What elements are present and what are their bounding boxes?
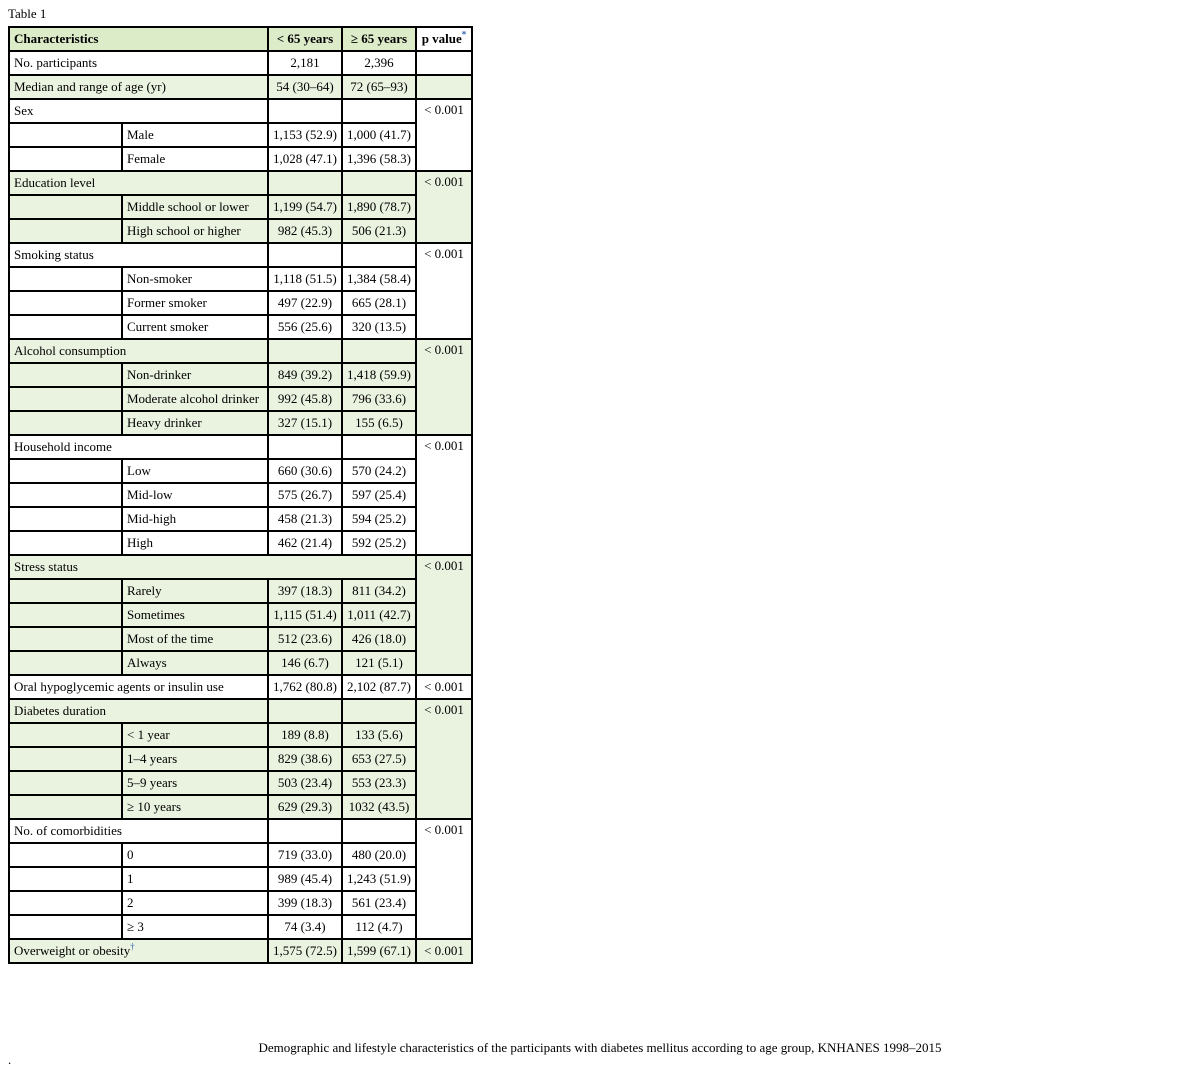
value-over-65: 2,396 <box>342 51 416 75</box>
table-row <box>9 147 472 171</box>
indent-cell <box>9 267 122 291</box>
p-value-cell: < 0.001 <box>416 171 472 243</box>
value-under-65 <box>268 699 342 723</box>
value-over-65: 2,102 (87.7) <box>342 675 416 699</box>
value-under-65 <box>268 819 342 843</box>
value-over-65: 506 (21.3) <box>342 219 416 243</box>
table-row <box>9 795 472 819</box>
indent-cell <box>9 747 122 771</box>
value-over-65: 1,599 (67.1) <box>342 939 416 963</box>
header-p-value: p value* <box>416 27 472 51</box>
value-under-65: 575 (26.7) <box>268 483 342 507</box>
row-label: 2 <box>122 891 268 915</box>
p-value-cell: < 0.001 <box>416 339 472 435</box>
table-caption: Demographic and lifestyle characteristics of the participants with diabetes mellitus according to age group, KNHANES 1998–2015 <box>258 1040 942 1055</box>
row-label: Mid-low <box>122 483 268 507</box>
value-under-65: 74 (3.4) <box>268 915 342 939</box>
row-label: High school or higher <box>122 219 268 243</box>
value-under-65: 399 (18.3) <box>268 891 342 915</box>
indent-cell <box>9 795 122 819</box>
table-row <box>9 291 472 315</box>
value-under-65: 189 (8.8) <box>268 723 342 747</box>
group-label: Stress status <box>9 555 416 579</box>
table-row <box>9 387 472 411</box>
value-over-65: 1,396 (58.3) <box>342 147 416 171</box>
table-row <box>9 411 472 435</box>
value-under-65: 829 (38.6) <box>268 747 342 771</box>
indent-cell <box>9 891 122 915</box>
value-under-65: 497 (22.9) <box>268 291 342 315</box>
value-over-65: 553 (23.3) <box>342 771 416 795</box>
value-over-65: 1,243 (51.9) <box>342 867 416 891</box>
value-under-65: 1,575 (72.5) <box>268 939 342 963</box>
row-label: 0 <box>122 843 268 867</box>
row-label: Moderate alcohol drinker <box>122 387 268 411</box>
value-over-65: 480 (20.0) <box>342 843 416 867</box>
row-label: Non-drinker <box>122 363 268 387</box>
table-row <box>9 675 472 699</box>
value-over-65 <box>342 699 416 723</box>
group-label: No. of comorbidities <box>9 819 268 843</box>
value-over-65 <box>342 99 416 123</box>
value-under-65 <box>268 339 342 363</box>
p-value-cell: < 0.001 <box>416 99 472 171</box>
table-row <box>9 435 472 459</box>
row-label: 5–9 years <box>122 771 268 795</box>
row-label: ≥ 10 years <box>122 795 268 819</box>
indent-cell <box>9 195 122 219</box>
value-under-65: 397 (18.3) <box>268 579 342 603</box>
value-over-65: 796 (33.6) <box>342 387 416 411</box>
p-value-cell: < 0.001 <box>416 699 472 819</box>
value-under-65: 2,181 <box>268 51 342 75</box>
value-under-65: 1,153 (52.9) <box>268 123 342 147</box>
row-label: ≥ 3 <box>122 915 268 939</box>
table-row <box>9 51 472 75</box>
indent-cell <box>9 387 122 411</box>
row-label: Non-smoker <box>122 267 268 291</box>
table-row <box>9 939 472 963</box>
indent-cell <box>9 651 122 675</box>
p-value-cell <box>416 51 472 75</box>
value-over-65: 811 (34.2) <box>342 579 416 603</box>
value-under-65: 503 (23.4) <box>268 771 342 795</box>
row-label: Female <box>122 147 268 171</box>
value-under-65 <box>268 243 342 267</box>
row-label: Former smoker <box>122 291 268 315</box>
table-row <box>9 843 472 867</box>
table-row <box>9 195 472 219</box>
p-value-cell: < 0.001 <box>416 939 472 963</box>
value-over-65: 592 (25.2) <box>342 531 416 555</box>
table-row <box>9 315 472 339</box>
indent-cell <box>9 771 122 795</box>
obesity-footnote-mark: † <box>130 941 135 952</box>
table-row <box>9 339 472 363</box>
value-under-65: 629 (29.3) <box>268 795 342 819</box>
table-row <box>9 243 472 267</box>
p-value-cell: < 0.001 <box>416 435 472 555</box>
value-over-65: 653 (27.5) <box>342 747 416 771</box>
value-over-65: 1,011 (42.7) <box>342 603 416 627</box>
indent-cell <box>9 507 122 531</box>
value-under-65: 1,115 (51.4) <box>268 603 342 627</box>
characteristics-table <box>8 26 473 964</box>
row-label: 1 <box>122 867 268 891</box>
row-label: High <box>122 531 268 555</box>
row-label: Median and range of age (yr) <box>9 75 268 99</box>
value-under-65: 992 (45.8) <box>268 387 342 411</box>
indent-cell <box>9 603 122 627</box>
table-row <box>9 627 472 651</box>
p-value-cell <box>416 75 472 99</box>
indent-cell <box>9 315 122 339</box>
p-value-footnote-mark: * <box>461 29 467 40</box>
value-over-65: 426 (18.0) <box>342 627 416 651</box>
value-under-65: 1,118 (51.5) <box>268 267 342 291</box>
value-under-65 <box>268 171 342 195</box>
row-label: Sometimes <box>122 603 268 627</box>
indent-cell <box>9 483 122 507</box>
value-over-65: 121 (5.1) <box>342 651 416 675</box>
indent-cell <box>9 843 122 867</box>
table-label: Table 1 <box>8 6 47 21</box>
value-under-65 <box>268 99 342 123</box>
table-row <box>9 651 472 675</box>
row-label: Current smoker <box>122 315 268 339</box>
table-row <box>9 267 472 291</box>
row-label: 1–4 years <box>122 747 268 771</box>
group-label: Smoking status <box>9 243 268 267</box>
header-over-65: ≥ 65 years <box>342 27 416 51</box>
row-label: < 1 year <box>122 723 268 747</box>
p-value-cell: < 0.001 <box>416 555 472 675</box>
value-over-65 <box>342 171 416 195</box>
value-under-65: 1,762 (80.8) <box>268 675 342 699</box>
value-under-65: 458 (21.3) <box>268 507 342 531</box>
value-under-65: 989 (45.4) <box>268 867 342 891</box>
indent-cell <box>9 219 122 243</box>
indent-cell <box>9 363 122 387</box>
value-over-65: 665 (28.1) <box>342 291 416 315</box>
indent-cell <box>9 411 122 435</box>
table-row <box>9 363 472 387</box>
table-row <box>9 507 472 531</box>
row-label: Low <box>122 459 268 483</box>
table-row <box>9 915 472 939</box>
value-over-65: 1,890 (78.7) <box>342 195 416 219</box>
value-under-65: 660 (30.6) <box>268 459 342 483</box>
value-under-65: 556 (25.6) <box>268 315 342 339</box>
table-row <box>9 531 472 555</box>
value-over-65: 112 (4.7) <box>342 915 416 939</box>
value-over-65: 1,418 (59.9) <box>342 363 416 387</box>
value-over-65: 155 (6.5) <box>342 411 416 435</box>
row-label: Heavy drinker <box>122 411 268 435</box>
indent-cell <box>9 579 122 603</box>
header-row <box>9 27 472 51</box>
value-over-65: 1032 (43.5) <box>342 795 416 819</box>
value-under-65: 54 (30–64) <box>268 75 342 99</box>
header-under-65: < 65 years <box>268 27 342 51</box>
row-label: Middle school or lower <box>122 195 268 219</box>
value-under-65: 719 (33.0) <box>268 843 342 867</box>
value-over-65: 1,000 (41.7) <box>342 123 416 147</box>
p-value-cell: < 0.001 <box>416 819 472 939</box>
value-over-65: 597 (25.4) <box>342 483 416 507</box>
indent-cell <box>9 627 122 651</box>
table-row <box>9 75 472 99</box>
row-label: Most of the time <box>122 627 268 651</box>
table-row <box>9 747 472 771</box>
value-under-65: 982 (45.3) <box>268 219 342 243</box>
group-label: Sex <box>9 99 268 123</box>
table-row <box>9 579 472 603</box>
row-label: Male <box>122 123 268 147</box>
p-value-cell: < 0.001 <box>416 675 472 699</box>
value-over-65: 133 (5.6) <box>342 723 416 747</box>
value-under-65 <box>268 435 342 459</box>
value-under-65: 1,028 (47.1) <box>268 147 342 171</box>
value-over-65 <box>342 819 416 843</box>
row-label: Always <box>122 651 268 675</box>
value-over-65: 1,384 (58.4) <box>342 267 416 291</box>
table-row <box>9 171 472 195</box>
value-under-65: 327 (15.1) <box>268 411 342 435</box>
table-row <box>9 99 472 123</box>
indent-cell <box>9 915 122 939</box>
table-row <box>9 699 472 723</box>
value-under-65: 146 (6.7) <box>268 651 342 675</box>
group-label: Education level <box>9 171 268 195</box>
group-label: Household income <box>9 435 268 459</box>
table-row <box>9 867 472 891</box>
table-row <box>9 459 472 483</box>
table-row <box>9 891 472 915</box>
value-over-65 <box>342 243 416 267</box>
value-under-65: 512 (23.6) <box>268 627 342 651</box>
value-over-65: 561 (23.4) <box>342 891 416 915</box>
value-over-65: 594 (25.2) <box>342 507 416 531</box>
table-row <box>9 219 472 243</box>
table-row <box>9 603 472 627</box>
value-under-65: 849 (39.2) <box>268 363 342 387</box>
row-label: Oral hypoglycemic agents or insulin use <box>9 675 268 699</box>
row-label: Rarely <box>122 579 268 603</box>
indent-cell <box>9 531 122 555</box>
value-under-65: 1,199 (54.7) <box>268 195 342 219</box>
value-over-65 <box>342 339 416 363</box>
table-row <box>9 819 472 843</box>
indent-cell <box>9 123 122 147</box>
indent-cell <box>9 867 122 891</box>
value-over-65: 570 (24.2) <box>342 459 416 483</box>
indent-cell <box>9 291 122 315</box>
row-label: Overweight or obesity† <box>9 939 268 963</box>
row-label: Mid-high <box>122 507 268 531</box>
value-over-65: 72 (65–93) <box>342 75 416 99</box>
table-row <box>9 483 472 507</box>
row-label: No. participants <box>9 51 268 75</box>
indent-cell <box>9 723 122 747</box>
table-row <box>9 555 472 579</box>
table-row <box>9 771 472 795</box>
value-over-65: 320 (13.5) <box>342 315 416 339</box>
trailing-mark: . <box>8 1052 12 1067</box>
value-over-65 <box>342 435 416 459</box>
value-under-65: 462 (21.4) <box>268 531 342 555</box>
header-characteristics: Characteristics <box>9 27 268 51</box>
table-row <box>9 123 472 147</box>
group-label: Alcohol consumption <box>9 339 268 363</box>
indent-cell <box>9 147 122 171</box>
table-row <box>9 723 472 747</box>
group-label: Diabetes duration <box>9 699 268 723</box>
indent-cell <box>9 459 122 483</box>
p-value-cell: < 0.001 <box>416 243 472 339</box>
